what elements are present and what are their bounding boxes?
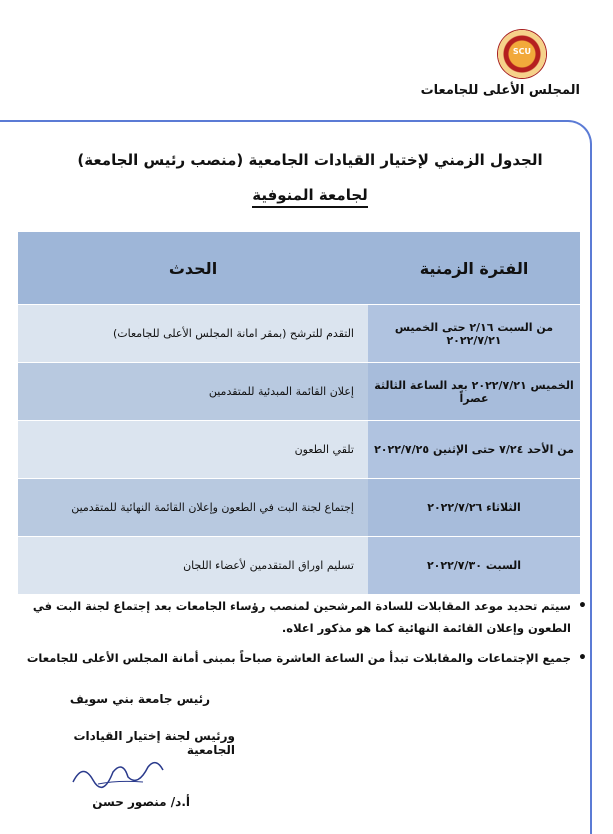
table-row <box>18 479 580 537</box>
event-cell: إعلان القائمة المبدئية للمتقدمين <box>18 363 368 421</box>
logo-text: SCU <box>512 47 532 56</box>
schedule-table <box>18 232 580 594</box>
period-cell: الخميس ٢٠٢٢/٧/٢١ بعد الساعة الثالثة عصراً <box>368 363 580 421</box>
event-cell: تلقي الطعون <box>18 421 368 479</box>
signatory-name: أ.د/ منصور حسن <box>92 795 190 809</box>
event-cell: تسليم اوراق المتقدمين لأعضاء اللجان <box>18 537 368 595</box>
subtitle-text: لجامعة المنوفية <box>252 186 368 208</box>
event-cell: التقدم للترشح (بمقر امانة المجلس الأعلى للجامعات) <box>18 305 368 363</box>
period-cell: السبت ٢٠٢٢/٧/٣٠ <box>368 537 580 595</box>
signatory-title: رئيس جامعة بني سويف <box>69 692 210 706</box>
period-cell: من الأحد ٧/٢٤ حتى الإثنين ٢٠٢٢/٧/٢٥ <box>368 421 580 479</box>
note-item: • سيتم تحديد موعد المقابلات للسادة المرشحين لمنصب رؤساء الجامعات بعد إجتماع لجنة البت في الطعون وإعلان القائمة النهائية كما هو مذكور اعلاه. <box>14 595 571 639</box>
period-header: الفترة الزمنية <box>368 232 580 305</box>
notes-section <box>14 595 589 677</box>
table-row <box>18 363 580 421</box>
note-item: • جميع الإجتماعات والمقابلات تبدأ من الساعة العاشرة صباحاً بمبنى أمانة المجلس الأعلى للجامعات <box>14 647 571 669</box>
council-name: المجلس الأعلى للجامعات <box>420 83 580 98</box>
period-cell: من السبت ٢/١٦ حتى الخميس ٢٠٢٢/٧/٢١ <box>368 305 580 363</box>
handwritten-signature <box>68 752 168 792</box>
table-row <box>18 537 580 595</box>
document-title: الجدول الزمني لإختيار القيادات الجامعية (منصب رئيس الجامعة) <box>77 151 543 169</box>
table-row <box>18 421 580 479</box>
period-cell: الثلاثاء ٢٠٢٢/٧/٢٦ <box>368 479 580 537</box>
signatory-role: ورئيس لجنة إختيار القيادات الجامعية <box>73 729 235 757</box>
table-row <box>18 305 580 363</box>
event-cell: إجتماع لجنة البت في الطعون وإعلان القائمة النهائية للمتقدمين <box>18 479 368 537</box>
event-header: الحدث <box>18 232 368 305</box>
document-subtitle <box>50 186 570 204</box>
table-header-row <box>18 232 580 305</box>
